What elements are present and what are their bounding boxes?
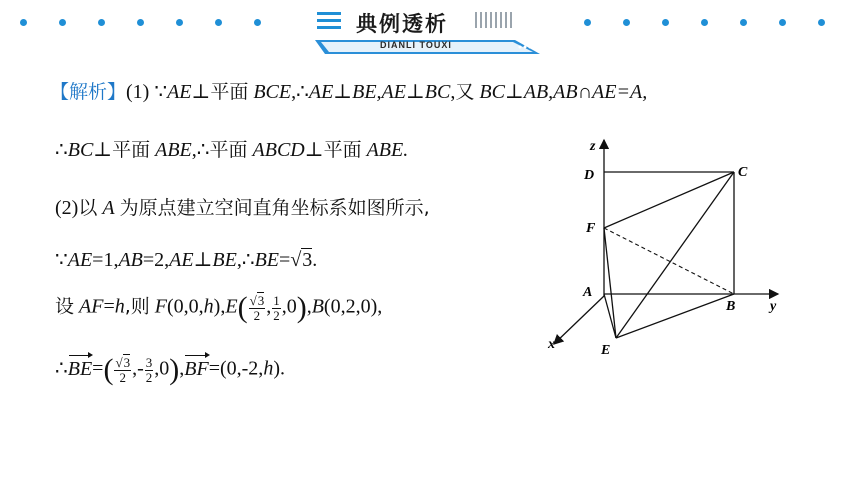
solution-line-1: 【解析】(1) ∵AE⊥平面 BCE,∴AE⊥BE,AE⊥BC,又 BC⊥AB,AB∩AE=A, [50,81,648,103]
x-axis [554,296,604,344]
label-E: E [601,343,611,358]
label-x: x [548,337,555,352]
solution-tag: 【解析】 [50,81,127,103]
header-dots-right [560,19,860,29]
label-A: A [583,285,593,300]
solution-line-6: ∴BE=( $\frac{√3}{2}$ ,- $\frac{3}{2}$ ,0),BF=(0,-2,h). [55,353,285,386]
label-C: C [738,165,748,180]
label-z: z [590,139,596,154]
solution-line-3: (2)以 A 为原点建立空间直角坐标系如图所示, [55,197,430,219]
label-B: B [726,299,736,314]
coordinate-figure [540,132,800,362]
vector-BE: BE [67,357,93,380]
header-dots-left [0,19,300,29]
solution-line-5: 设 AF=h,则 F(0,0,h),E( $\frac{√3}{2}$ , $\frac{1}{2}$ ,0),B(0,2,0), [55,291,383,324]
solution-line-4: ∵AE=1,AB=2,AE⊥BE,∴BE=√3. [55,249,318,271]
header-title: 典例透析 [356,12,448,36]
label-D: D [584,168,595,183]
vector-BF: BF [184,357,209,380]
solution-line-2: ∴BC⊥平面 ABE,∴平面 ABCD⊥平面 ABE. [55,139,409,161]
label-y: y [770,299,777,314]
header-subtitle: DIANLI TOUXI [380,40,452,50]
label-F: F [586,221,596,236]
